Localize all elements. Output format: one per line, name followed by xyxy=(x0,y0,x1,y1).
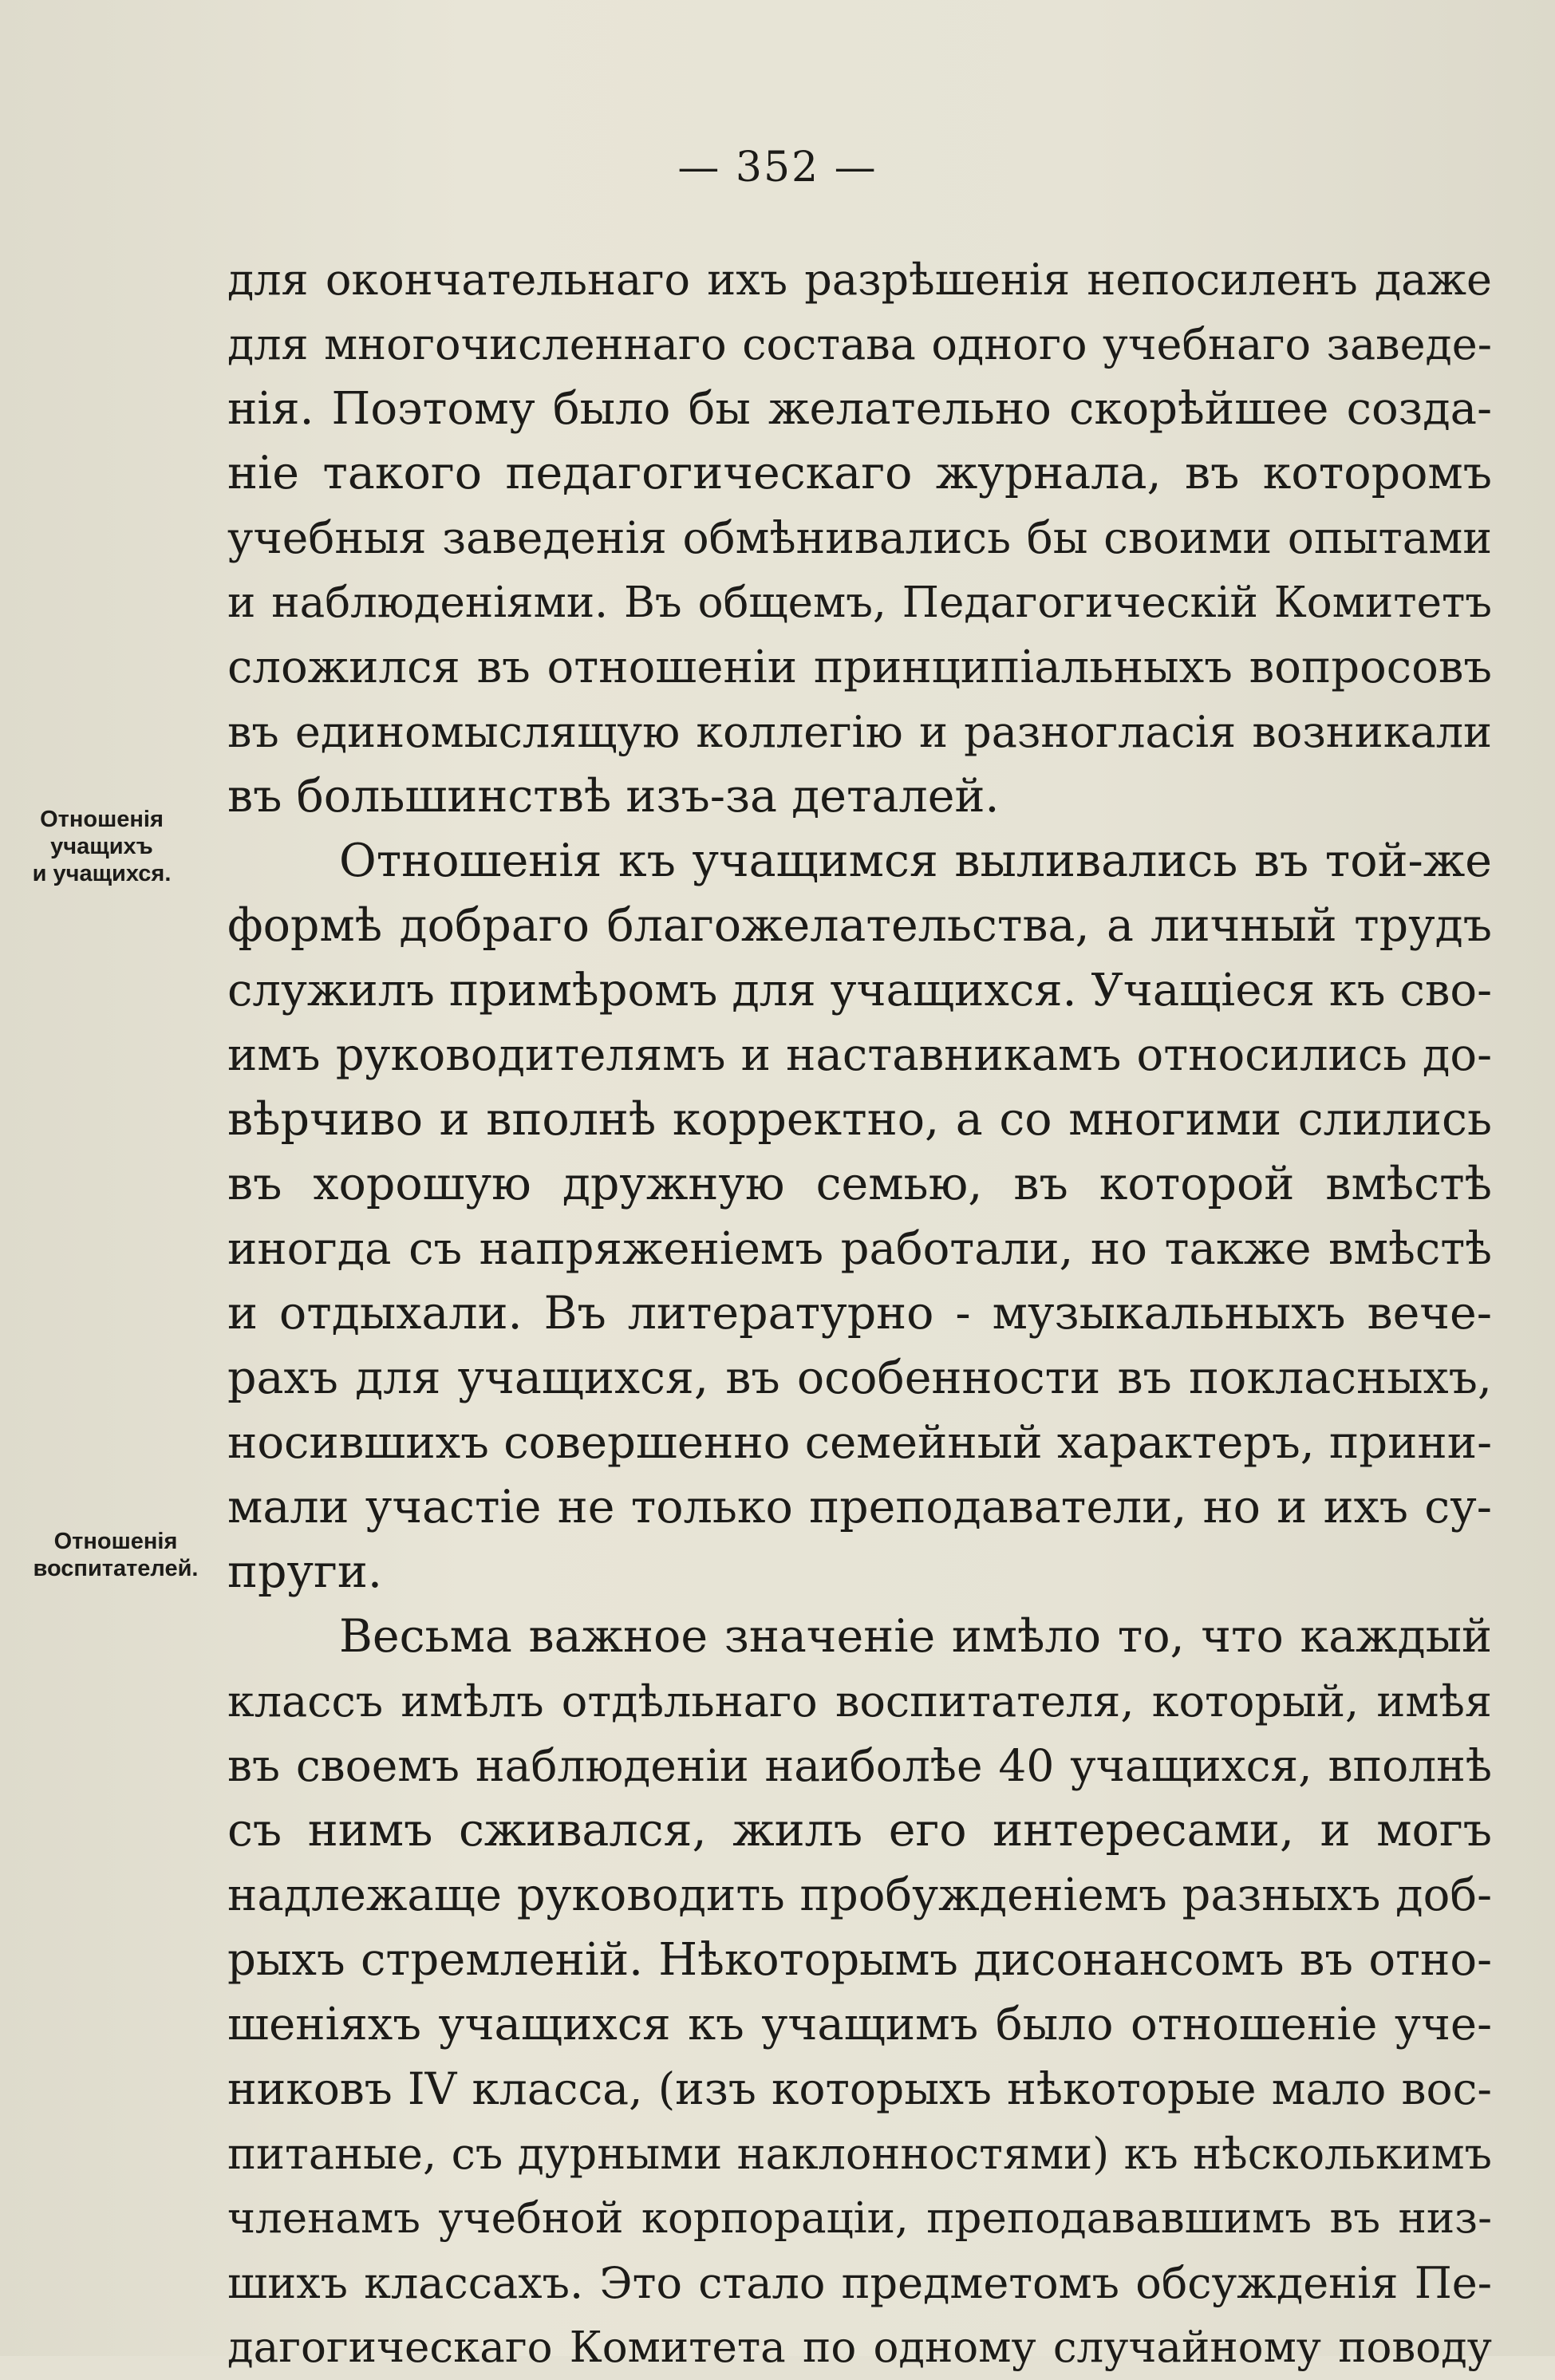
page-number: — 352 — xyxy=(677,144,878,191)
text-line: для многочисленнаго состава одного учебнаго заведе- xyxy=(227,319,1492,369)
margin-note-line: учащихъ xyxy=(50,834,153,859)
text-line: членамъ учебной корпораціи, преподававшимъ въ низ- xyxy=(227,2194,1492,2243)
margin-note-tutors-relations xyxy=(0,1528,231,1582)
text-line: мали участіе не только преподаватели, но и ихъ су- xyxy=(227,1481,1492,1533)
text-line: рахъ для учащихся, въ особенности въ покласныхъ, xyxy=(227,1352,1492,1404)
margin-note-line: Отношенія xyxy=(40,807,164,832)
text-line: шихъ классахъ. Это стало предметомъ обсужденія Пе- xyxy=(227,2258,1492,2308)
text-line: Отношенія къ учащимся выливались въ той-же xyxy=(339,835,1492,887)
text-line: для окончательнаго ихъ разрѣшенія непосиленъ даже xyxy=(227,255,1492,305)
text-line: съ нимъ сживался, жилъ его интересами, и могъ xyxy=(227,1804,1492,1857)
text-line: въ большинствѣ изъ-за деталей. xyxy=(227,770,1000,823)
paragraph-3 xyxy=(227,1604,1492,2380)
text-line: классъ имѣлъ отдѣльнаго воспитателя, который, имѣя xyxy=(227,1676,1492,1727)
text-line: въ единомыслящую коллегію и разногласія возникали xyxy=(227,707,1492,757)
text-line: иногда съ напряженіемъ работали, но также вмѣстѣ xyxy=(227,1223,1492,1275)
text-line: и наблюденіями. Въ общемъ, Педагогическій Комитетъ xyxy=(227,578,1492,627)
margin-note-line: воспитателей. xyxy=(33,1556,199,1581)
paragraph-2 xyxy=(227,829,1492,1604)
text-line: надлежаще руководить пробужденіемъ разныхъ доб- xyxy=(227,1869,1492,1921)
text-line: пруги. xyxy=(227,1545,382,1598)
margin-note-students-relations xyxy=(0,806,203,887)
paragraph-1 xyxy=(227,247,1492,829)
text-line: вѣрчиво и вполнѣ корректно, а со многими слились xyxy=(227,1093,1492,1146)
body-text xyxy=(227,247,1492,2380)
text-line: дагогическаго Комитета по одному случайному поводу xyxy=(227,2323,1492,2372)
text-line: и отдыхали. Въ литературно - музыкальныхъ вече- xyxy=(227,1287,1492,1340)
text-line: формѣ добраго благожелательства, а личный трудъ xyxy=(227,899,1492,952)
text-line: рыхъ стремленій. Нѣкоторымъ дисонансомъ въ отно- xyxy=(227,1934,1492,1986)
margin-note-line: Отношенія xyxy=(53,1529,178,1554)
text-line: шеніяхъ учащихся къ учащимъ было отношеніе уче- xyxy=(227,1999,1492,2050)
text-line: Весьма важное значеніе имѣло то, что каждый xyxy=(339,1610,1492,1663)
text-line: ніе такого педагогическаго журнала, въ которомъ xyxy=(227,447,1492,499)
text-line: въ своемъ наблюденіи наиболѣе 40 учащихся, вполнѣ xyxy=(227,1740,1492,1791)
text-line: питаные, съ дурными наклонностями) къ нѣсколькимъ xyxy=(227,2129,1492,2179)
text-line: служилъ примѣромъ для учащихся. Учащіеся къ сво- xyxy=(227,965,1492,1016)
margin-note-line: и учащихся. xyxy=(32,861,172,886)
text-line: сложился въ отношеніи принципіальныхъ вопросовъ xyxy=(227,641,1492,693)
text-line: никовъ IV класса, (изъ которыхъ нѣкоторые мало вос- xyxy=(227,2063,1492,2114)
text-line: въ хорошую дружную семью, въ которой вмѣстѣ xyxy=(227,1158,1492,1210)
text-line: имъ руководителямъ и наставникамъ относились до- xyxy=(227,1029,1492,1081)
text-line: учебныя заведенія обмѣнивались бы своими опытами xyxy=(227,512,1492,563)
text-line: носившихъ совершенно семейный характеръ, прини- xyxy=(227,1417,1492,1469)
text-line: нія. Поэтому было бы желательно скорѣйшее созда- xyxy=(227,383,1492,435)
